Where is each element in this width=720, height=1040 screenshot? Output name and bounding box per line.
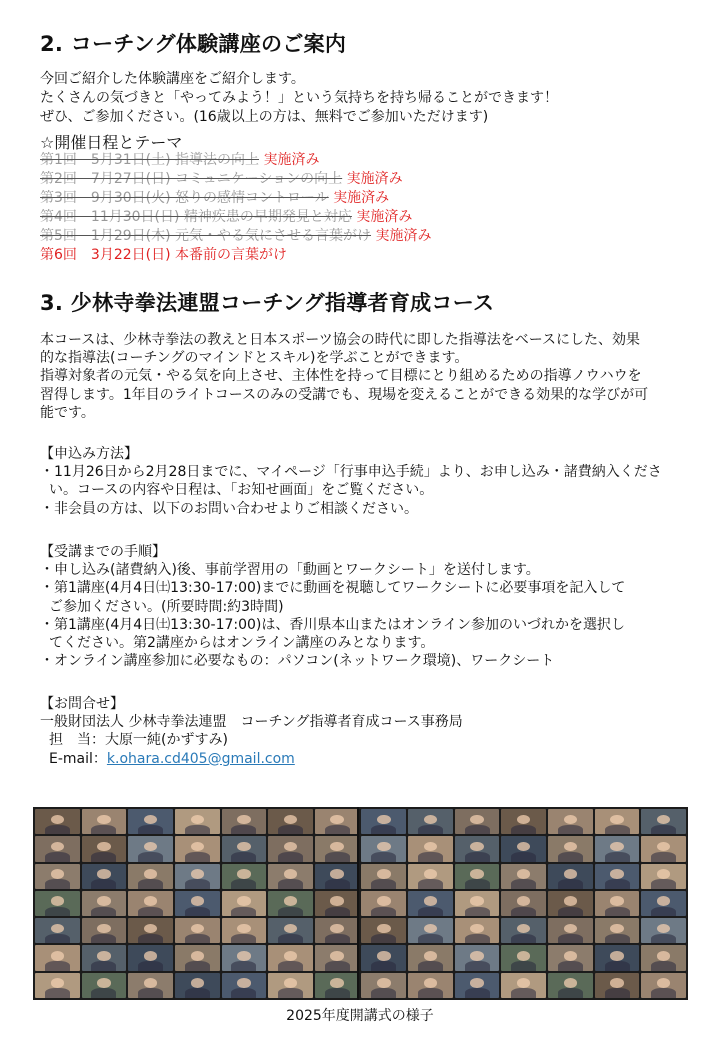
participant-tile xyxy=(82,891,127,916)
participant-tile xyxy=(128,864,173,889)
participant-tile xyxy=(408,973,453,998)
participant-tile xyxy=(128,918,173,943)
participant-tile xyxy=(128,945,173,970)
participant-tile xyxy=(175,809,220,834)
participant-tile xyxy=(408,945,453,970)
participant-tile xyxy=(35,918,80,943)
participant-tile xyxy=(455,864,500,889)
schedule-item-2-status: 実施済み xyxy=(346,171,403,187)
participant-tile xyxy=(641,918,686,943)
participant-tile xyxy=(128,809,173,834)
section3-description xyxy=(40,331,702,422)
participant-tile xyxy=(82,864,127,889)
participant-tile xyxy=(641,891,686,916)
steps-heading: 【受講までの手順】 xyxy=(40,544,166,560)
apply-heading: 【申込み方法】 xyxy=(40,446,138,462)
participant-tile xyxy=(222,945,267,970)
participant-tile xyxy=(35,864,80,889)
contact-section xyxy=(40,695,702,768)
apply-section xyxy=(40,445,702,518)
participant-tile xyxy=(35,891,80,916)
participant-tile xyxy=(175,918,220,943)
participant-tile xyxy=(548,918,593,943)
schedule-item-5 xyxy=(40,227,431,246)
apply-line: い。コースの内容や日程は、「お知せ画面」をご覧ください。 xyxy=(49,482,434,499)
participant-tile xyxy=(268,809,313,834)
participant-tile xyxy=(128,973,173,998)
participant-tile xyxy=(501,918,546,943)
participant-tile xyxy=(175,864,220,889)
participant-tile xyxy=(222,864,267,889)
schedule-item-1-status: 実施済み xyxy=(263,152,320,168)
section2-intro-2: たくさんの気づきと「やってみよう！」という気持ちを持ち帰ることができます！ xyxy=(40,90,558,106)
participant-tile xyxy=(361,945,406,970)
participant-tile xyxy=(455,891,500,916)
participant-tile xyxy=(361,973,406,998)
contact-heading: 【お問合せ】 xyxy=(40,696,124,712)
participant-tile xyxy=(315,973,360,998)
participant-tile xyxy=(222,973,267,998)
participant-tile xyxy=(82,809,127,834)
participant-tile xyxy=(501,809,546,834)
schedule-item-3-text: 第3回 9月30日(火) 怒りの感情コントロール xyxy=(40,190,329,206)
steps-line: てください。第2講座からはオンライン講座のみとなります。 xyxy=(49,635,435,652)
contact-email-label: E-mail： xyxy=(49,750,107,767)
schedule-item-4 xyxy=(40,208,412,227)
participant-tile xyxy=(595,945,640,970)
participant-tile xyxy=(408,891,453,916)
participant-tile xyxy=(361,864,406,889)
participant-tile xyxy=(408,918,453,943)
participant-tile xyxy=(455,945,500,970)
section2-intro-3: ぜひ、ご参加ください。(16歳以上の方は、無料でご参加いただけます) xyxy=(40,109,489,125)
participant-tile xyxy=(128,836,173,861)
contact-org: 一般財団法人 少林寺拳法連盟 コーチング指導者育成コース事務局 xyxy=(40,714,463,731)
participant-tile xyxy=(641,945,686,970)
opening-ceremony-photo xyxy=(33,807,688,1000)
schedule-item-2 xyxy=(40,170,403,189)
participant-tile xyxy=(595,864,640,889)
schedule-item-4-status: 実施済み xyxy=(356,209,413,225)
participant-tile xyxy=(175,891,220,916)
schedule-item-3-status: 実施済み xyxy=(333,190,390,206)
participant-tile xyxy=(35,836,80,861)
schedule-title: ☆開催日程とテーマ xyxy=(40,133,183,152)
participant-tile xyxy=(268,945,313,970)
schedule-item-1 xyxy=(40,151,319,170)
participant-tile xyxy=(548,891,593,916)
participant-tile xyxy=(315,891,360,916)
participant-tile xyxy=(548,864,593,889)
participant-tile xyxy=(641,836,686,861)
participant-tile xyxy=(268,836,313,861)
participant-tile xyxy=(501,945,546,970)
description-line: 能です。 xyxy=(40,404,95,421)
participant-tile xyxy=(501,973,546,998)
contact-email-link[interactable]: k.ohara.cd405@gmail.com xyxy=(106,750,295,767)
participant-tile xyxy=(548,836,593,861)
apply-line: ・非会員の方は、以下のお問い合わせよりご相談ください。 xyxy=(40,500,418,517)
section2-title: 2. コーチング体験講座のご案内 xyxy=(40,32,347,56)
participant-tile xyxy=(315,809,360,834)
participant-tile xyxy=(595,809,640,834)
participant-tile xyxy=(408,864,453,889)
photo-caption: 2025年度開講式の様子 xyxy=(286,1008,434,1024)
participant-tile xyxy=(455,836,500,861)
participant-tile xyxy=(408,836,453,861)
steps-line: ・第1講座(4月4日㈯13:30-17:00)は、香川県本山またはオンライン参加のいづれかを選択し xyxy=(40,616,625,633)
steps-line: ご参加ください。(所要時間:約3時間) xyxy=(49,598,284,615)
contact-person: 担 当：大原一純(かずすみ) xyxy=(49,732,228,749)
participant-tile xyxy=(315,836,360,861)
participant-tile xyxy=(82,945,127,970)
schedule-item-5-text: 第5回 1月29日(木) 元気・やる気にさせる言葉がけ xyxy=(40,228,372,244)
schedule-item-1-text: 第1回 5月31日(土) 指導法の向上 xyxy=(40,152,260,168)
participant-tile xyxy=(641,809,686,834)
participant-tile xyxy=(548,945,593,970)
participant-tile xyxy=(501,891,546,916)
schedule-item-4-text: 第4回 11月30日(日) 精神疾患の早期発見と対応 xyxy=(40,209,352,225)
schedule-item-upcoming: 第6回 3月22日(日) 本番前の言葉がけ xyxy=(40,247,288,263)
steps-section xyxy=(40,543,702,670)
participant-tile xyxy=(222,918,267,943)
participant-tile xyxy=(501,864,546,889)
participant-tile xyxy=(175,836,220,861)
participant-tile xyxy=(128,891,173,916)
participant-tile xyxy=(315,918,360,943)
description-line: 的な指導法(コーチングのマインドとスキル)を学ぶことができます。 xyxy=(40,350,469,367)
participant-tile xyxy=(175,973,220,998)
photo-divider xyxy=(357,807,359,1000)
description-line: 指導対象者の元気・やる気を向上させ、主体性を持って目標にとり組めるための指導ノウハウを xyxy=(40,368,642,385)
participant-tile xyxy=(595,836,640,861)
participant-tile xyxy=(455,918,500,943)
participant-tile xyxy=(641,864,686,889)
schedule-item-2-text: 第2回 7月27日(日) コミュニケーションの向上 xyxy=(40,171,343,187)
steps-line: ・オンライン講座参加に必要なもの：パソコン(ネットワーク環境)、ワークシート xyxy=(40,653,555,670)
steps-line: ・申し込み(諸費納入)後、事前学習用の「動画とワークシート」を送付します。 xyxy=(40,562,540,579)
participant-tile xyxy=(35,809,80,834)
participant-tile xyxy=(268,864,313,889)
participant-tile xyxy=(595,973,640,998)
participant-tile xyxy=(361,809,406,834)
section3-title: 3. 少林寺拳法連盟コーチング指導者育成コース xyxy=(40,291,495,315)
participant-tile xyxy=(501,836,546,861)
schedule-item-5-status: 実施済み xyxy=(375,228,432,244)
description-line: 本コースは、少林寺拳法の教えと日本スポーツ協会の時代に即した指導法をベースにした、効果 xyxy=(40,332,641,348)
participant-tile xyxy=(222,836,267,861)
participant-tile xyxy=(595,891,640,916)
participant-tile xyxy=(455,973,500,998)
participant-tile xyxy=(595,918,640,943)
participant-tile xyxy=(641,973,686,998)
participant-tile xyxy=(268,918,313,943)
description-line: 習得します。1年目のライトコースのみの受講でも、現場を変えることができる効果的な学びが可 xyxy=(40,386,649,403)
participant-tile xyxy=(315,864,360,889)
participant-tile xyxy=(222,809,267,834)
participant-tile xyxy=(268,973,313,998)
apply-line: ・11月26日から2月28日までに、マイページ「行事申込手続」より、お申し込み・諸費納入くださ xyxy=(40,464,662,481)
steps-line: ・第1講座(4月4日㈯13:30-17:00)までに動画を視聴してワークシートに必要事項を記入して xyxy=(40,580,626,597)
contact-email-row xyxy=(40,750,702,768)
participant-tile xyxy=(268,891,313,916)
section2-intro-1: 今回ご紹介した体験講座をご紹介します。 xyxy=(40,71,305,87)
participant-tile xyxy=(408,809,453,834)
participant-tile xyxy=(82,918,127,943)
participant-tile xyxy=(35,945,80,970)
participant-tile xyxy=(455,809,500,834)
participant-tile xyxy=(361,836,406,861)
participant-tile xyxy=(548,809,593,834)
participant-tile xyxy=(361,918,406,943)
participant-tile xyxy=(222,891,267,916)
participant-tile xyxy=(548,973,593,998)
participant-tile xyxy=(175,945,220,970)
participant-tile xyxy=(361,891,406,916)
participant-tile xyxy=(315,945,360,970)
participant-tile xyxy=(35,973,80,998)
schedule-item-3 xyxy=(40,189,389,208)
participant-tile xyxy=(82,836,127,861)
participant-tile xyxy=(82,973,127,998)
